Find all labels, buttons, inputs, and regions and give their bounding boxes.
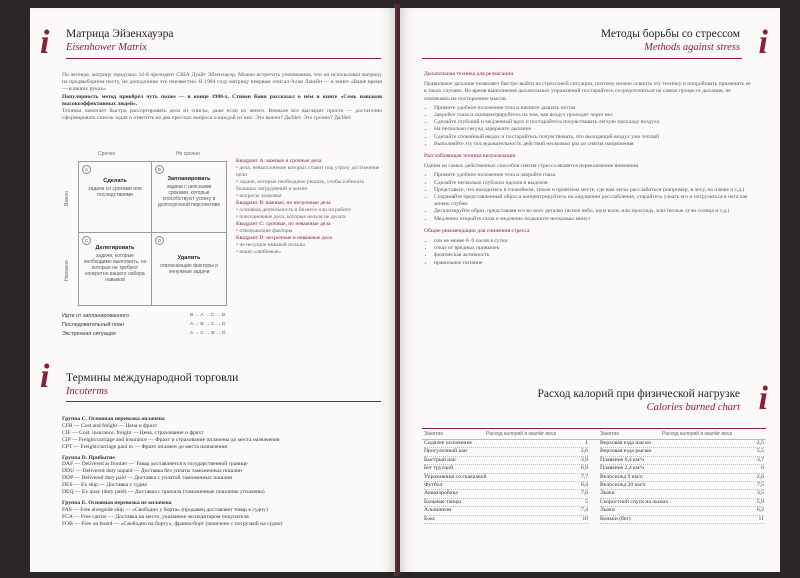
section-head: Расслабляющая техника визуализации bbox=[424, 153, 516, 160]
matrix-cell-c bbox=[78, 232, 152, 306]
left-page bbox=[30, 8, 395, 572]
quadrant-item: • основная деятельность в бизнесе или на работе bbox=[236, 207, 386, 214]
activity: Упражнения со скакалкой bbox=[424, 473, 487, 480]
table-row bbox=[424, 465, 588, 473]
legend-item: Идти от запланированного bbox=[62, 313, 129, 319]
calories-title: Расход калорий при физической нагрузке bbox=[537, 388, 740, 400]
group-head: Группа Е. Основная перевозка не оплачена bbox=[62, 499, 172, 506]
table-row bbox=[424, 516, 588, 524]
table-row bbox=[600, 490, 764, 498]
quadrant-item: • вопросы здоровья bbox=[236, 193, 386, 200]
activity: Бокс bbox=[424, 515, 436, 522]
section-intro: Правильное дыхание позволяет быстро выйти из стрессовой ситуации, поэтому можно освоить эту технику и попробовать применить ее в таких случаях. Во время выполнения дыхательных упражнений постарайтесь сосредоточиться на самом процессе дыхания, не отвлекаясь на посторонние мысли. bbox=[424, 81, 751, 102]
table-row bbox=[424, 474, 588, 482]
kcal: 5,9 bbox=[756, 498, 764, 505]
cell-title: Сделать bbox=[103, 178, 127, 184]
term-line: FAS — Free alongside ship — «Свободно у борта» (продавец доставляет товар к судну) bbox=[62, 506, 268, 513]
activity: Быстрый шаг bbox=[424, 456, 457, 463]
divider bbox=[66, 58, 381, 59]
calories-col-right bbox=[600, 440, 764, 524]
activity: Верховая езда шагом bbox=[600, 440, 651, 446]
eisenhower-subtitle: Eisenhower Matrix bbox=[66, 42, 147, 53]
table-row bbox=[424, 490, 588, 498]
intro-p1: По легенде, матрицу придумал 34-й президент США Дуайт Эйзенхауэр. Можно встретить упоминания, что он использовал матрицу на предвыборном посту, но доподлинно это неизвестно. В 1984 году матрицу впервые описал Алан Лакейн — в книге «Ваше время — в ваших руках». bbox=[62, 72, 382, 93]
table-row bbox=[424, 507, 588, 515]
section-intro: Одним из самых действенных способов снятия стресса является переключение внимания. bbox=[424, 163, 640, 170]
activity: Прогулочный шаг bbox=[424, 448, 468, 455]
table-row bbox=[600, 440, 764, 448]
kcal: 1 bbox=[585, 440, 588, 446]
kcal: 7,7 bbox=[580, 473, 588, 480]
matrix-legend bbox=[62, 313, 192, 340]
kcal: 6,4 bbox=[580, 482, 588, 489]
intro-p3: Техника помогает быстро рассортировать дела из списка, даже если их много. Вначале все выглядит просто — достаточно сформировать список задач и ответить на два простых вопроса о каждой из них: Это важно? Да/Нет. Это срочно? Да/Нет. bbox=[62, 108, 382, 122]
kcal: 6,2 bbox=[756, 507, 764, 514]
incoterms-list bbox=[62, 412, 382, 528]
right-page bbox=[400, 8, 780, 572]
group-head: Группа С. Основная перевозка оплачена bbox=[62, 416, 165, 422]
list-item: • Медленно откройте глаза и медленно подышите несколько минут bbox=[434, 216, 754, 223]
flow-3: A → C → B → D bbox=[190, 331, 226, 336]
flow-2: A → B → C → D bbox=[190, 322, 226, 327]
divider bbox=[422, 58, 742, 59]
quadrant-item: • задачи, которые необходимо решить, чтобы избежать больших затруднений в жизни bbox=[236, 179, 386, 193]
kcal: 3,9 bbox=[580, 456, 588, 463]
list-item: • Представьте, что находитесь в спокойном, тихом и приятном месте, где вам легко расслабиться (например, в лесу, на пляже и т.д.) bbox=[434, 187, 754, 194]
term-line: FCA — Free carrier — Доставка на место, указанное экспедитором покупателя bbox=[62, 513, 249, 520]
activity: Плавание 2,4 км/ч bbox=[600, 465, 644, 472]
quadrant-head: Квадрант D: несрочные и неважные дела bbox=[236, 235, 333, 241]
cell-title: Удалить bbox=[177, 255, 201, 261]
kcal: 10 bbox=[582, 515, 588, 522]
quadrant-head: Квадрант А: важные и срочные дела bbox=[236, 158, 322, 164]
activity: Плавание 0,4 км/ч bbox=[600, 456, 644, 463]
list-item: • Примите удобное положение тела и начните дышать носом bbox=[434, 105, 754, 112]
quadrant-item: • повседневные дела, которые нельзя не делать bbox=[236, 214, 386, 221]
activity: Лыжи bbox=[600, 507, 615, 514]
incoterms-subtitle: Incoterms bbox=[66, 386, 108, 397]
term-line: CPT — Freight/carriage paid to — Фрахт оплачен до места назначения bbox=[62, 443, 228, 450]
calories-table bbox=[422, 428, 766, 522]
quadrant-head: Квадрант В: важные, но несрочные дела bbox=[236, 200, 331, 206]
activity: Лыжи bbox=[600, 490, 615, 497]
table-header bbox=[422, 428, 766, 440]
cell-letter: B bbox=[155, 165, 164, 174]
list-item: • Закройте глаза и сконцентрируйтесь на том, как воздух проходит через нос bbox=[434, 112, 754, 119]
cell-text: отвлекающие факторы и ненужные задачи bbox=[160, 263, 218, 275]
breathing-list bbox=[424, 105, 754, 148]
table-row bbox=[600, 474, 764, 482]
col-urgent: Срочно bbox=[98, 151, 116, 157]
col-activity: Занятие bbox=[600, 431, 620, 437]
kcal: 11 bbox=[758, 515, 764, 522]
cell-text: задачи с неясными сроками, которые способствуют успеху в долгосрочной перспективе bbox=[157, 184, 221, 208]
activity: Скоростной спуск на лыжах bbox=[600, 498, 669, 505]
cell-text: задачи, которые необходимо выполнить, но которые не требуют конкретно вашего набора навыков bbox=[83, 253, 147, 283]
intro-p2: Популярность метод приобрёл чуть позже — в конце 1980-х. Стивен Кови рассказал о нём в книге «Семь навыков высокоэффективных людей». bbox=[62, 93, 382, 107]
list-item: • Выполняйте эту последовательность действий несколько раз до снятия напряжения bbox=[434, 141, 754, 148]
table-row bbox=[424, 457, 588, 465]
activity: Футбол bbox=[424, 482, 443, 489]
table-row bbox=[424, 499, 588, 507]
term-line: DDU — Delivered duty unpaid — Доставка без уплаты таможенных пошлин bbox=[62, 468, 243, 475]
quadrant-item: • наши «любимые» bbox=[236, 249, 386, 256]
stress-subtitle: Methods against stress bbox=[644, 42, 740, 53]
col-not-urgent: Не срочно bbox=[176, 151, 200, 157]
activity: Альпинизм bbox=[424, 507, 452, 514]
activity: Велосипед 9 км/ч bbox=[600, 473, 643, 480]
activity: Велосипед 20 км/ч bbox=[600, 482, 646, 489]
info-i-icon: i bbox=[40, 24, 50, 61]
activity: Бальные танцы bbox=[424, 498, 462, 505]
flow-1: B → A → C → D bbox=[190, 313, 226, 318]
eisenhower-matrix bbox=[64, 151, 228, 309]
row-important: Важно bbox=[64, 190, 70, 206]
kcal: 5 bbox=[585, 498, 588, 505]
cell-title: Делегировать bbox=[95, 245, 135, 251]
row-not-important: Неважно bbox=[64, 260, 70, 281]
incoterms-title: Термины международной торговли bbox=[66, 372, 239, 384]
table-row bbox=[424, 448, 588, 456]
list-item: • Сделайте спокойный выдох и постарайтесь почувствовать, что выходящий воздух уже теплый bbox=[434, 134, 754, 141]
legend-item: Последовательный план bbox=[62, 322, 124, 328]
matrix-cell-b bbox=[151, 161, 227, 233]
group-head: Группа D. Прибытие bbox=[62, 454, 115, 461]
kcal: 2,5 bbox=[756, 440, 764, 446]
kcal: 3,5 bbox=[756, 490, 764, 497]
cell-title: Запланировать bbox=[167, 176, 211, 182]
term-line: DES — Ex ship — Доставка с судна bbox=[62, 482, 147, 489]
divider bbox=[66, 401, 381, 402]
kcal: 6,9 bbox=[580, 465, 588, 472]
matrix-cell-d bbox=[151, 232, 227, 306]
cell-letter: A bbox=[82, 165, 91, 174]
term-line: CIF — Cost, insurance, freight — Цена, страхование и фрахт bbox=[62, 429, 204, 436]
info-i-icon: i bbox=[758, 380, 768, 417]
info-i-icon: i bbox=[758, 24, 768, 61]
kcal: 7,4 bbox=[580, 507, 588, 514]
kcal: 6 bbox=[761, 465, 764, 472]
list-item: • сон не менее 8–9 часов в сутки bbox=[434, 238, 754, 245]
list-item: • Сделайте несколько глубоких вдохов и выдохов bbox=[434, 180, 754, 187]
stress-content bbox=[424, 66, 754, 271]
calories-col-left bbox=[424, 440, 588, 524]
list-item: • Сохраняйте представленный образ и концентрируйтесь на ощущении расслабления, старайтесь узнать его и погрузиться в него как можно глубже bbox=[434, 194, 754, 208]
list-item: • физическая активность bbox=[434, 252, 754, 259]
section-head: Дыхательная техника для релаксации bbox=[424, 71, 514, 77]
visualization-list bbox=[424, 172, 754, 222]
table-row bbox=[600, 482, 764, 490]
table-row bbox=[600, 457, 764, 465]
table-row bbox=[600, 499, 764, 507]
table-row bbox=[600, 507, 764, 515]
term-line: DAF — Delivered at frontier — Товар доставляется в государственной границе bbox=[62, 461, 248, 468]
legend-item: Экстренная ситуация bbox=[62, 331, 116, 337]
eisenhower-title: Матрица Эйзенхауэра bbox=[66, 28, 174, 40]
list-item: • Детализируйте образ, представляя его во всех деталях (ясное небо, шум волн, или прохлада, или теплые лучи солнца и т.д.) bbox=[434, 208, 754, 215]
quadrant-head: Квадрант С: срочные, но неважные дела bbox=[236, 221, 331, 227]
quadrant-item: • дела, невыполнение которых ставит под угрозу достижение цели bbox=[236, 165, 386, 179]
list-item: • На несколько секунд задержите дыхание bbox=[434, 126, 754, 133]
kcal: 3,7 bbox=[756, 456, 764, 463]
term-line: CIP — Freight/carriage and insurance — Фрахт и страхование оплачены до места назначения bbox=[62, 436, 280, 443]
col-kcal: Расход калорий в ккал/кг веса bbox=[662, 431, 733, 437]
table-row bbox=[600, 465, 764, 473]
term-line: FOB — Free on board — «Свободно на борту», франко-борт (окончено с погрузкой на судно) bbox=[62, 520, 283, 527]
matrix-cell-a bbox=[78, 161, 152, 233]
quadrant-item: • отвлекающие факторы bbox=[236, 228, 386, 235]
list-item: • Сделайте глубокий и медленный вдох и постарайтесь почувствовать легкую прохладу воздуха bbox=[434, 119, 754, 126]
recommendations-list bbox=[424, 238, 754, 267]
list-item: • Примите удобное положение тела и закройте глаза bbox=[434, 172, 754, 179]
eisenhower-intro bbox=[62, 72, 382, 122]
activity: Бег трусцой bbox=[424, 465, 454, 472]
quadrant-list bbox=[236, 158, 386, 256]
activity: Верховая езда рысью bbox=[600, 448, 652, 455]
col-kcal: Расход калорий в ккал/кг веса bbox=[486, 431, 557, 437]
calories-subtitle: Calories burned chart bbox=[646, 402, 740, 413]
term-line: CFR — Cost and freight — Цена и фрахт bbox=[62, 422, 158, 429]
table-row bbox=[600, 516, 764, 524]
cell-letter: C bbox=[82, 236, 91, 245]
kcal: 7,6 bbox=[580, 490, 588, 497]
list-item: • правильное питание bbox=[434, 260, 754, 267]
col-activity: Занятие bbox=[424, 431, 444, 437]
activity: Коньки (бег) bbox=[600, 515, 631, 522]
kcal: 5,5 bbox=[756, 448, 764, 455]
term-line: DEQ — Ex quay (duty paid) — Доставка с причала (таможенные пошлины уплачены) bbox=[62, 489, 265, 496]
info-i-icon: i bbox=[40, 358, 50, 395]
term-line: DDP — Delivered duty paid — Доставка с уплатой таможенных пошлин bbox=[62, 475, 233, 482]
kcal: 7,5 bbox=[756, 482, 764, 489]
list-item: • отказ от вредных привычек bbox=[434, 245, 754, 252]
activity: Аквааэробика bbox=[424, 490, 458, 497]
kcal: 2,6 bbox=[756, 473, 764, 480]
cell-text: задачи со сроками или последствиями bbox=[88, 186, 142, 198]
activity: Сидячее положение bbox=[424, 440, 473, 446]
cell-letter: D bbox=[155, 236, 164, 245]
table-row bbox=[600, 448, 764, 456]
stress-title: Методы борьбы со стрессом bbox=[600, 28, 740, 40]
section-head: Общие рекомендации для снижения стресса bbox=[424, 227, 530, 234]
quadrant-item: • не несущие никакой пользы bbox=[236, 242, 386, 249]
kcal: 2,6 bbox=[580, 448, 588, 455]
